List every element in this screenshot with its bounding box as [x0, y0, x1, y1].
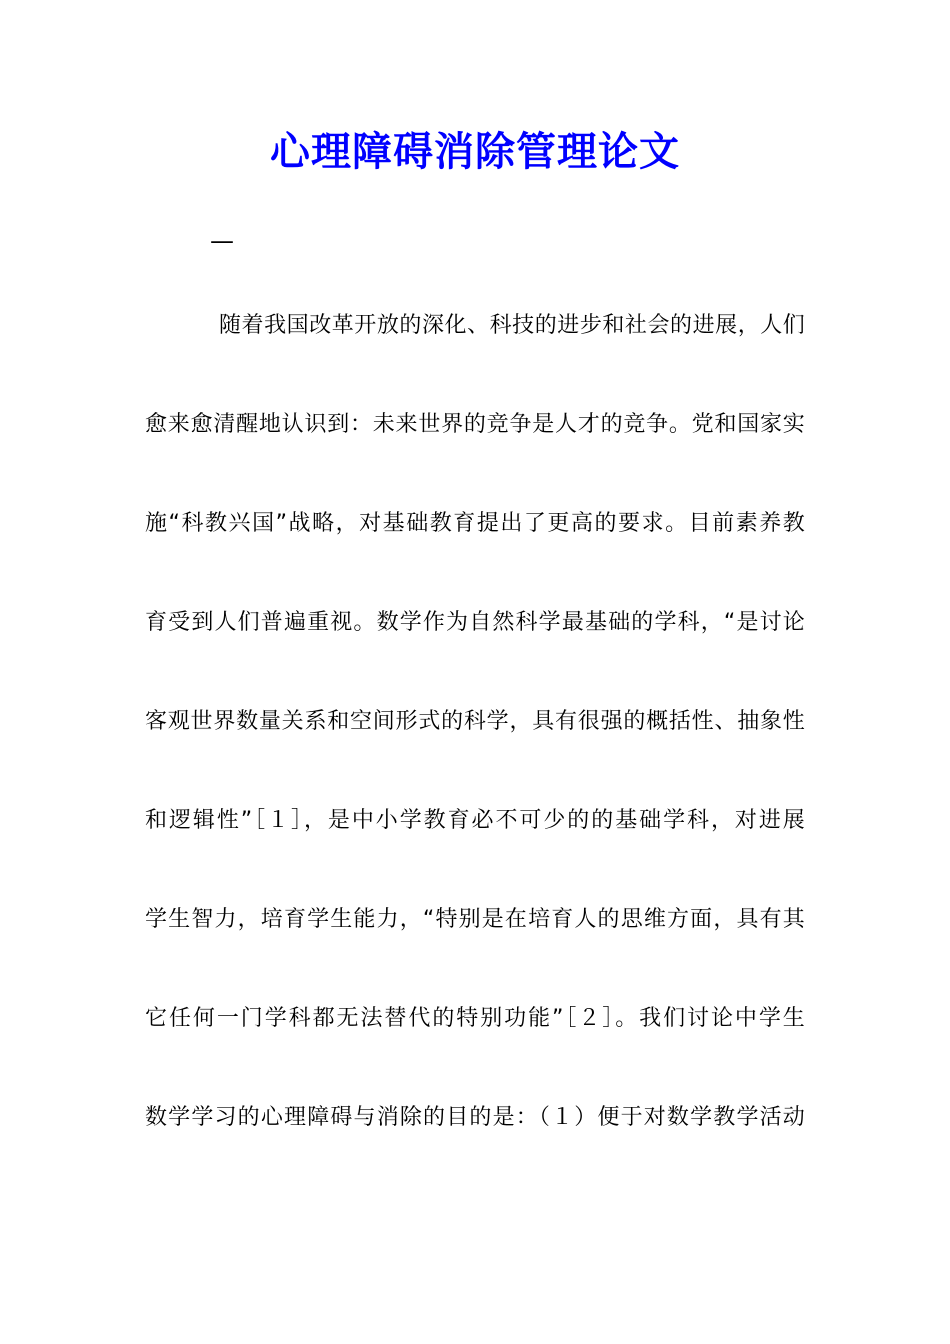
paragraph-line: 它任何一门学科都无法替代的特别功能”［２］。我们讨论中学生 — [145, 1006, 805, 1031]
paragraph-line: 育受到人们普遍重视。数学作为自然科学最基础的学科，“是讨论 — [145, 610, 805, 635]
paragraph-line: 客观世界数量关系和空间形式的科学，具有很强的概括性、抽象性 — [145, 709, 805, 734]
paragraph-line: 数学学习的心理障碍与消除的目的是：（１）便于对数学教学活动 — [145, 1105, 805, 1130]
paragraph-line: 和逻辑性”［１］，是中小学教育必不可少的的基础学科，对进展 — [145, 808, 805, 833]
paragraph-line: 随着我国改革开放的深化、科技的进步和社会的进展，人们 — [219, 313, 805, 338]
document-title: 心理障碍消除管理论文 — [270, 128, 680, 175]
paragraph-line: 愈来愈清醒地认识到：未来世界的竞争是人才的竞争。党和国家实 — [145, 412, 805, 437]
paragraph-line: 学生智力，培育学生能力，“特别是在培育人的思维方面，具有其 — [145, 907, 805, 932]
section-mark: — — [210, 227, 234, 255]
paragraph-line: 施“科教兴国”战略，对基础教育提出了更高的要求。目前素养教 — [145, 511, 805, 536]
